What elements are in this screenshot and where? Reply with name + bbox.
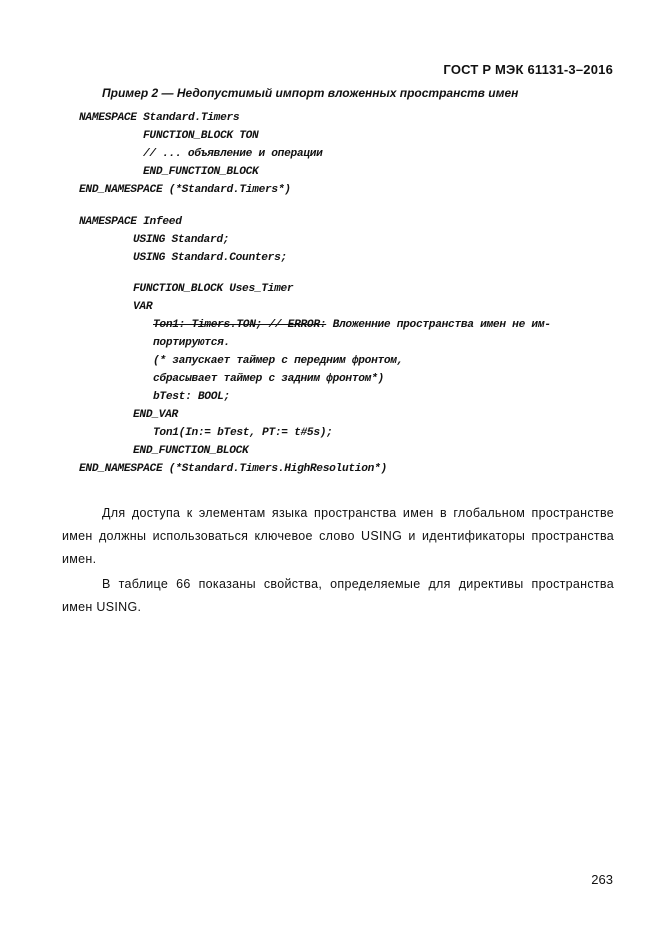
code-line: NAMESPACE Standard.Timers: [79, 112, 240, 124]
code-line: (* запускает таймер с передним фронтом,: [153, 355, 404, 367]
code-line: Ton1(In:= bTest, PT:= t#5s);: [153, 427, 333, 439]
code-line: портируются.: [153, 337, 230, 349]
code-line: USING Standard.Counters;: [133, 252, 287, 264]
code-line: END_FUNCTION_BLOCK: [133, 445, 249, 457]
code-line: сбрасывает таймер с задним фронтом*): [153, 373, 384, 385]
code-line: NAMESPACE Infeed: [79, 216, 182, 228]
code-line: USING Standard;: [133, 234, 230, 246]
code-line: END_NAMESPACE (*Standard.Timers*): [79, 184, 291, 196]
code-comment: Вложенние пространства имен не им-: [326, 319, 551, 331]
example-title: Пример 2 — Недопустимый импорт вложенных пространств имен: [102, 86, 519, 100]
code-line: VAR: [133, 301, 153, 313]
code-line: END_NAMESPACE (*Standard.Timers.HighResolution*): [79, 463, 387, 475]
body-paragraph: Для доступа к элементам языка пространства имен в глобальном пространстве имен должны использоваться ключевое слово USING и идентификаторы пространства имен.: [62, 506, 614, 566]
code-line: END_FUNCTION_BLOCK: [143, 166, 259, 178]
page-number: 263: [591, 872, 613, 887]
code-line: END_VAR: [133, 409, 178, 421]
code-line: // ... объявление и операции: [143, 148, 323, 160]
document-header: ГОСТ Р МЭК 61131-3–2016: [443, 62, 613, 77]
code-line: bTest: BOOL;: [153, 391, 230, 403]
code-line: [153, 319, 551, 331]
struck-code: Ton1: Timers.TON; // ERROR:: [153, 319, 327, 331]
code-line: FUNCTION_BLOCK TON: [143, 130, 259, 142]
code-line: FUNCTION_BLOCK Uses_Timer: [133, 283, 294, 295]
body-paragraph: В таблице 66 показаны свойства, определяемые для директивы пространства имен USING.: [62, 577, 614, 614]
